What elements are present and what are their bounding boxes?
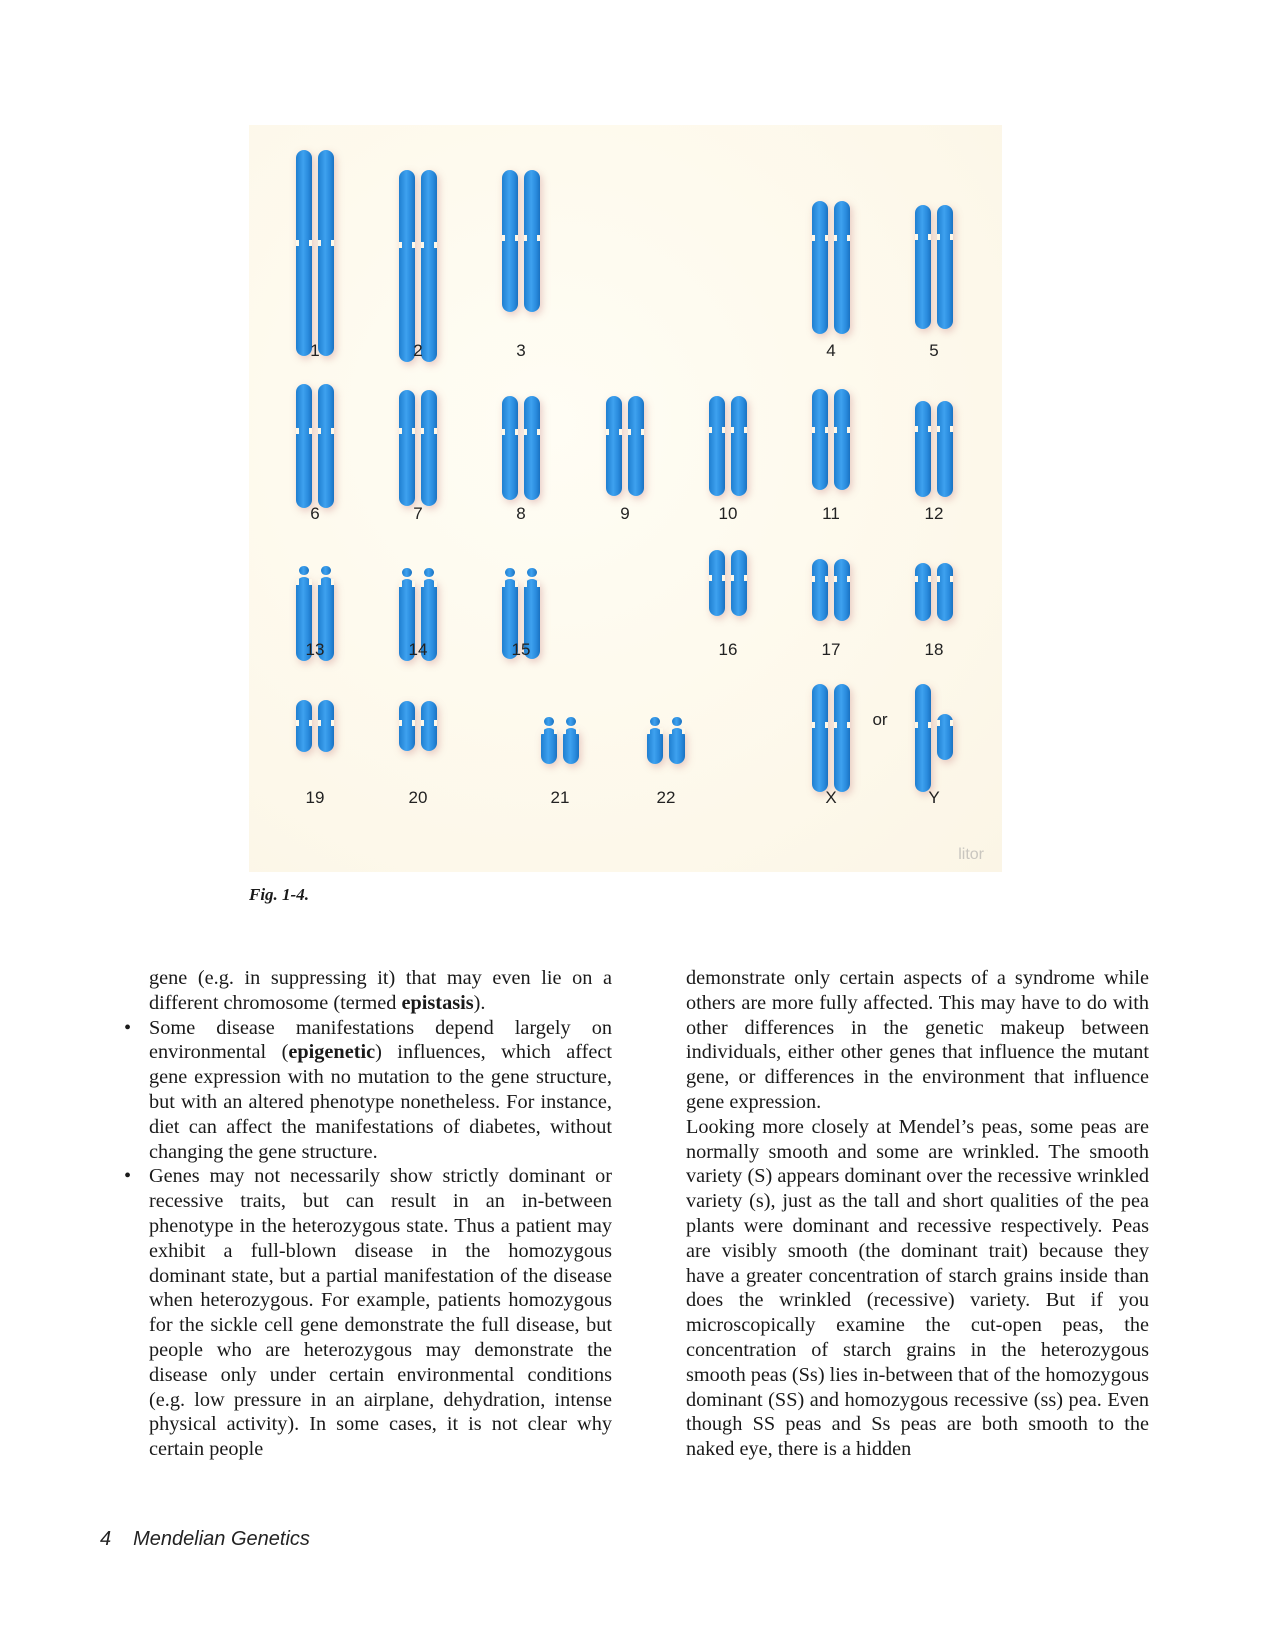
chromosome-pair-18 (915, 563, 953, 621)
karyotype-figure (249, 125, 1002, 872)
chromosome (606, 396, 622, 496)
bullet-epigenetic: • Some disease manifestations depend largely on environmental (epigenetic) influences, which affect gene expression with no mutation to the gene structure, but with an altered phenotype nonetheless. For instance, diet can affect the manifestations of diabetes, without changing the gene structure. (149, 1016, 612, 1165)
chromosome-label: 5 (929, 341, 939, 360)
chromosome (915, 401, 931, 497)
page-footer (100, 1528, 310, 1551)
chromosome-label: 10 (718, 504, 738, 523)
chromosome (915, 684, 931, 792)
chromosome (915, 205, 931, 329)
watermark: litor (958, 846, 984, 863)
chromosome-label: 3 (516, 341, 526, 360)
left-column (149, 966, 612, 1462)
chromosome-pair-10 (709, 396, 747, 496)
chromosome-label: 4 (826, 341, 836, 360)
chromosome (937, 401, 953, 497)
chromosome (318, 384, 334, 508)
chromosome (524, 396, 540, 500)
chromosome-pair-4 (812, 201, 850, 334)
chromosome-label: X (825, 788, 837, 807)
chromosome (647, 728, 663, 764)
chromosome (563, 728, 579, 764)
chromosome-pair-8 (502, 396, 540, 500)
chromosome (399, 390, 415, 506)
paragraph-mendel-peas: Looking more closely at Mendel’s peas, some peas are normally smooth and some are wrinkled. The smooth variety (S) appears dominant over the recessive wrinkled variety (s), just as the tall and short qualities of the pea plants were dominant and recessive respectively. Peas are visibly smooth (the dominant trait) because they have a greater concentration of starch grains inside than does the wrinkled (recessive) variety. But if you microscopically examine the cut-open peas, the concentration of starch grains in the heterozygous smooth peas (Ss) lies in-between that of the homozygous dominant (SS) and homozygous recessive (ss) pea. Even though SS peas and Ss peas are both smooth to the naked eye, there is a hidden (686, 1115, 1150, 1461)
satellite (505, 568, 515, 577)
chromosome-label: 15 (511, 640, 531, 659)
chromosome (399, 701, 415, 751)
chromosome (318, 700, 334, 752)
chromosome (421, 390, 437, 506)
paragraph-syndrome: demonstrate only certain aspects of a syndrome while others are more fully affected. This may have to do with other differences in the genetic makeup between individuals, either other genes that influence the mutant gene, or differences in the environment that influence gene expression. (686, 967, 1149, 1113)
chromosome-pair-7 (399, 390, 437, 506)
chromosome (812, 684, 828, 792)
chromosome (421, 170, 437, 362)
chromosome (834, 559, 850, 621)
chromosome (296, 150, 312, 356)
chromosome (502, 170, 518, 312)
chromosome (628, 396, 644, 496)
chromosome (399, 170, 415, 362)
figure-caption: Fig. 1-4. (249, 885, 309, 904)
chromosome-pair-20 (399, 701, 437, 751)
chromosome-label: 17 (821, 640, 841, 659)
chromosome (812, 559, 828, 621)
chromosome-label: 12 (924, 504, 944, 523)
chromosome-pair-Y (915, 684, 953, 792)
chromosome (296, 700, 312, 752)
chromosome-label: 1 (310, 341, 320, 360)
chromosome-pair-5 (915, 205, 953, 329)
chromosome-label: 13 (305, 640, 325, 659)
chromosome-label: 19 (305, 788, 325, 807)
chromosome (834, 684, 850, 792)
running-title: Mendelian Genetics (133, 1528, 310, 1550)
chromosome-label: 8 (516, 504, 526, 523)
satellite (650, 717, 660, 726)
chromosome (937, 563, 953, 621)
chromosome-pair-21 (541, 716, 579, 764)
chromosome-pair-1 (296, 150, 334, 356)
page-number: 4 (100, 1528, 112, 1550)
chromosome (834, 201, 850, 334)
chromosome (524, 170, 540, 312)
chromosome-pair-6 (296, 384, 334, 508)
satellite (566, 717, 576, 726)
chromosome-label: 18 (924, 640, 944, 659)
chromosome (731, 396, 747, 496)
chromosome-label: 21 (550, 788, 570, 807)
bullet-codominance: • Genes may not necessarily show strictly dominant or recessive traits, but can result in an in-between phenotype in the heterozygous state. Thus a patient may exhibit a full-blown disease in the homozygous dominant state, but a partial manifestation of the disease when heterozygous. For example, patients homozygous for the sickle cell gene demonstrate the full disease, but people who are heterozygous may demonstrate the disease only under certain environmental conditions (e.g. low pressure in an airplane, dehydration, intense physical activity). In some cases, it is not clear why certain people (149, 1164, 612, 1462)
chromosome (937, 714, 953, 760)
chromosome (812, 389, 828, 490)
chromosome (731, 550, 747, 616)
chromosome (669, 728, 685, 764)
chromosome-pair-17 (812, 559, 850, 621)
satellite (321, 566, 331, 575)
chromosome (937, 205, 953, 329)
paragraph-epistasis: gene (e.g. in suppressing it) that may even lie on a different chromosome (termed epistasis). (149, 967, 612, 1014)
chromosome-pair-9 (606, 396, 644, 496)
chromosome-label: 22 (656, 788, 676, 807)
chromosome-pair-11 (812, 389, 850, 490)
chromosome-label: 9 (620, 504, 630, 523)
satellite (402, 568, 412, 577)
chromosome-label: Y (928, 788, 940, 807)
satellite (424, 568, 434, 577)
chromosome (541, 728, 557, 764)
chromosome-label: 6 (310, 504, 320, 523)
chromosome-pair-X (812, 684, 850, 792)
chromosome (812, 201, 828, 334)
chromosome-label: 11 (822, 504, 840, 523)
chromosome (709, 550, 725, 616)
chromosome-pair-12 (915, 401, 953, 497)
chromosome (915, 563, 931, 621)
satellite (527, 568, 537, 577)
chromosome-label: 2 (413, 341, 423, 360)
chromosome-label: 14 (408, 640, 428, 659)
chromosome (709, 396, 725, 496)
chromosome-label: 20 (408, 788, 428, 807)
satellite (544, 717, 554, 726)
chromosome-pair-19 (296, 700, 334, 752)
chromosome (421, 701, 437, 751)
right-column (686, 966, 1149, 1462)
or-label: or (872, 710, 888, 729)
chromosome-pair-2 (399, 170, 437, 362)
satellite (672, 717, 682, 726)
chromosome (502, 396, 518, 500)
chromosome-pair-16 (709, 550, 747, 616)
chromosome (296, 384, 312, 508)
chromosome-pair-22 (647, 716, 685, 764)
chromosome-label: 16 (718, 640, 738, 659)
chromosome (318, 150, 334, 356)
chromosome (834, 389, 850, 490)
chromosome-pair-3 (502, 170, 540, 312)
satellite (299, 566, 309, 575)
chromosome-label: 7 (413, 504, 423, 523)
